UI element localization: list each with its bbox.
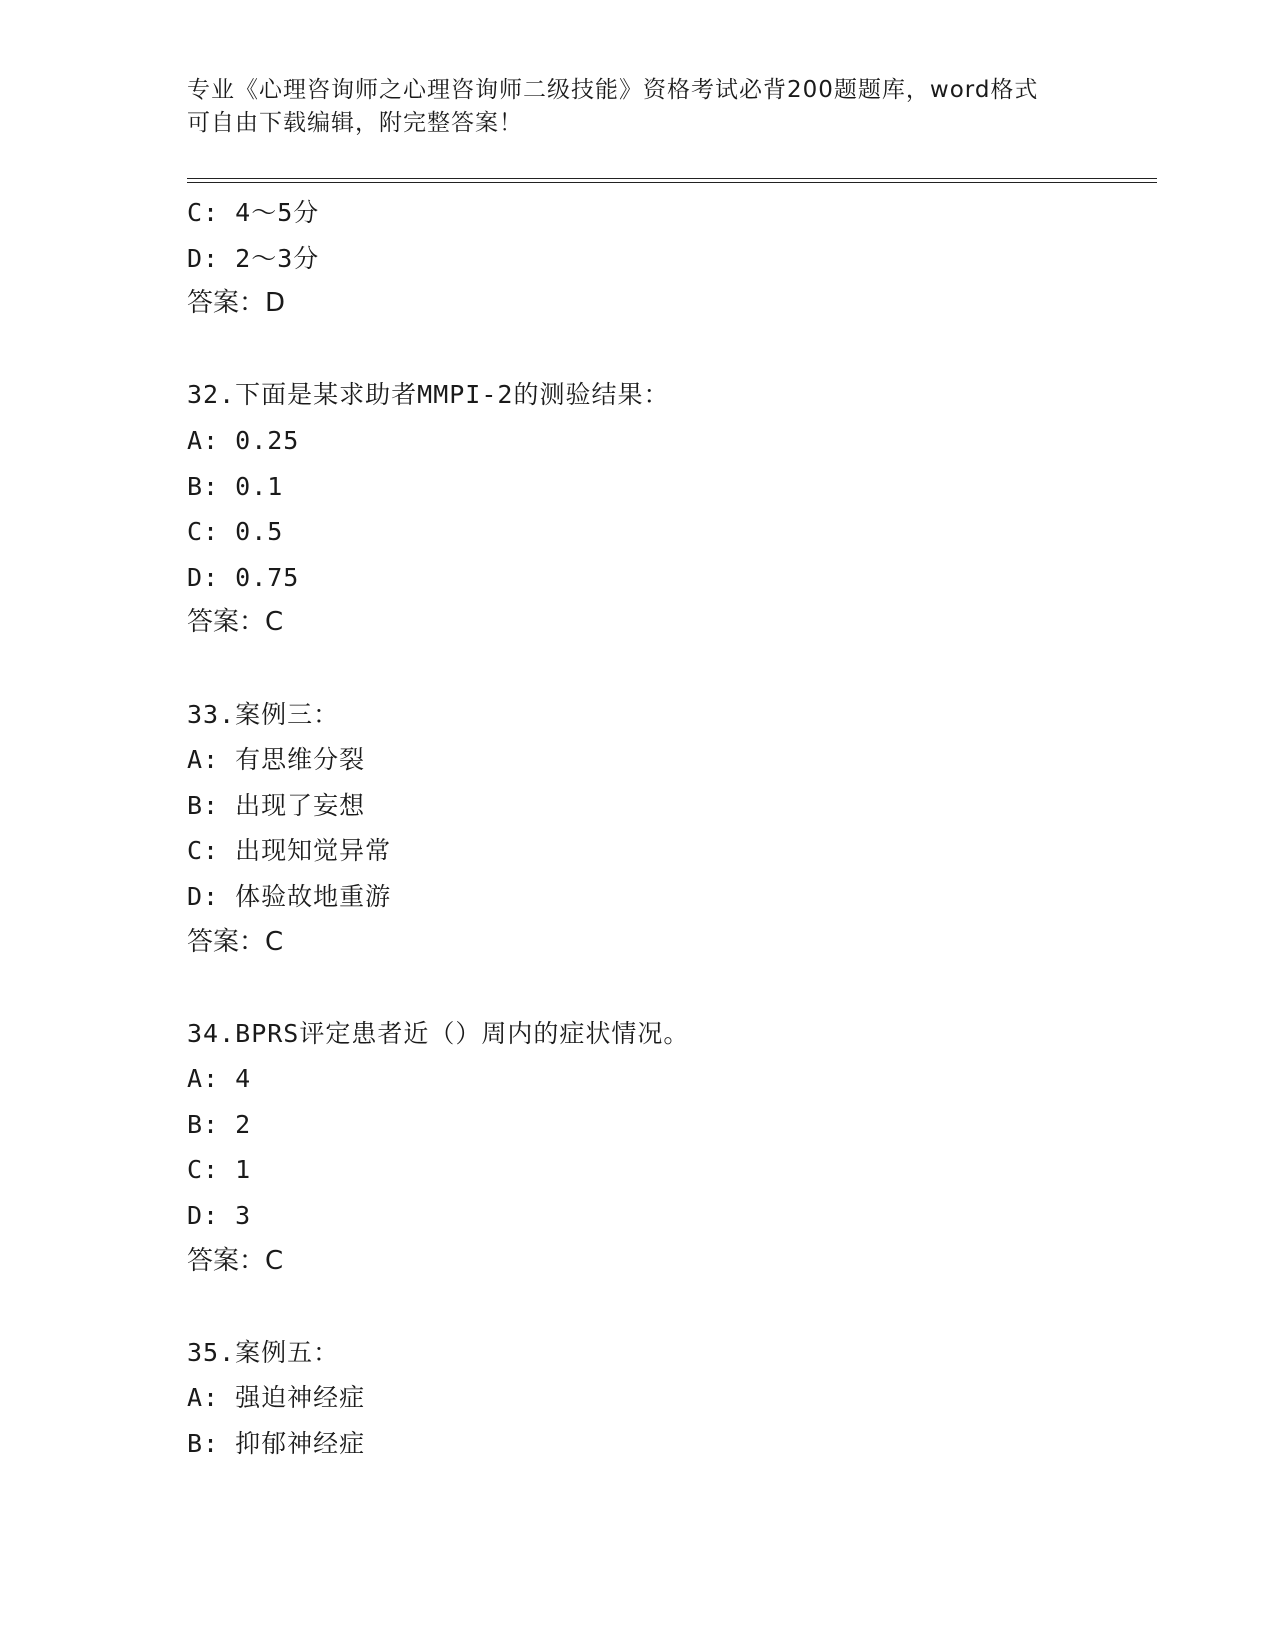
spacer [187, 327, 1157, 373]
option-c: C: 4～5分 [187, 198, 320, 227]
answer-line: 答案：C [187, 926, 284, 957]
option-c: C: 1 [187, 1155, 252, 1185]
answer-line: 答案：D [187, 288, 286, 319]
option-d: D: 体验故地重游 [187, 881, 392, 911]
option-a: A: 4 [187, 1064, 252, 1094]
question-32 [187, 372, 1157, 646]
question-list [187, 190, 1157, 1467]
option-d: D: 0.75 [187, 562, 300, 592]
question-33 [187, 692, 1157, 966]
header-title-line-2: 可自由下载编辑，附完整答案！ [187, 110, 523, 136]
option-b: B: 0.1 [187, 471, 284, 501]
question-35 [187, 1330, 1157, 1467]
option-a: A: 有思维分裂 [187, 745, 366, 775]
option-b: B: 2 [187, 1109, 252, 1139]
question-34 [187, 1011, 1157, 1285]
spacer [187, 1284, 1157, 1330]
option-c: C: 出现知觉异常 [187, 836, 392, 866]
spacer [187, 965, 1157, 1011]
question-stem: 34.BPRS评定患者近（）周内的症状情况。 [187, 1018, 690, 1048]
option-b: B: 出现了妄想 [187, 790, 366, 820]
question-stem: 33.案例三： [187, 699, 340, 729]
spacer [187, 646, 1157, 692]
document-header [187, 74, 1067, 140]
option-a: A: 强迫神经症 [187, 1383, 366, 1413]
option-c: C: 0.5 [187, 517, 284, 547]
previous-question-tail [187, 190, 1157, 327]
header-divider [187, 178, 1157, 183]
option-b: B: 抑郁神经症 [187, 1429, 366, 1459]
question-stem: 32.下面是某求助者MMPI-2的测验结果： [187, 380, 670, 410]
answer-line: 答案：C [187, 1245, 284, 1276]
option-d: D: 2～3分 [187, 243, 320, 273]
answer-line: 答案：C [187, 607, 284, 638]
question-stem: 35.案例五： [187, 1337, 340, 1367]
option-a: A: 0.25 [187, 425, 300, 455]
option-d: D: 3 [187, 1201, 252, 1231]
header-title-line-1: 专业《心理咨询师之心理咨询师二级技能》资格考试必背200题题库，word格式 [187, 77, 1039, 103]
